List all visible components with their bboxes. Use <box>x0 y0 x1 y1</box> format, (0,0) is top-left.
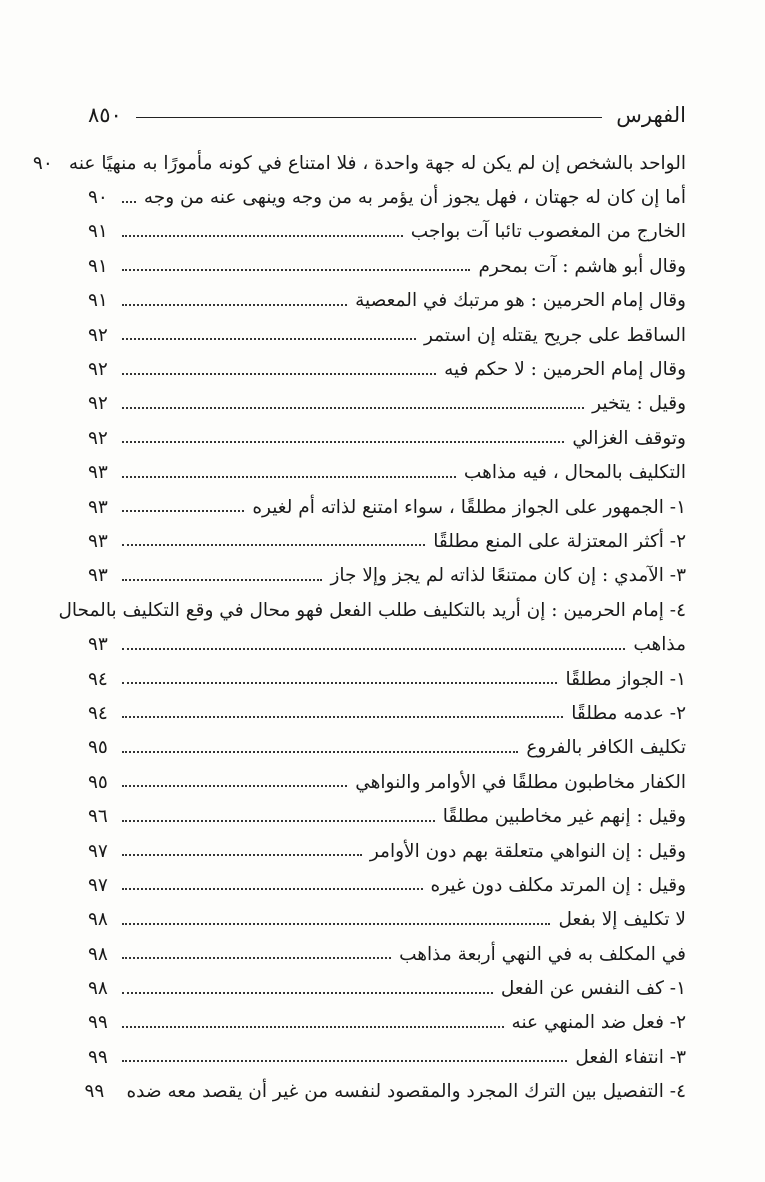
dot-leader <box>122 820 435 822</box>
entry-page-number: ٩٧ <box>88 840 108 862</box>
page-number: ٨٥٠ <box>88 103 122 127</box>
entry-page-number: ٩٢ <box>88 359 108 381</box>
entry-label: وقال إمام الحرمين : لا حكم فيه <box>444 359 686 381</box>
dot-leader <box>122 716 563 718</box>
entry-page-number: ٩١ <box>88 290 108 312</box>
entry-label: ٣- انتفاء الفعل <box>575 1046 686 1068</box>
entry-label: وقال أبو هاشم : آت بمحرم <box>478 255 686 277</box>
index-entry <box>88 903 686 937</box>
dot-leader <box>122 854 362 856</box>
dot-leader <box>122 992 493 994</box>
index-entry <box>88 249 686 283</box>
entry-label: ١- الجمهور على الجواز مطلقًا ، سواء امتنع لذاته أم لغيره <box>252 496 686 518</box>
index-entries <box>32 146 686 1109</box>
entry-page-number: ٩٢ <box>88 427 108 449</box>
dot-leader <box>122 1026 504 1028</box>
index-entry <box>88 731 686 765</box>
entry-label: الساقط على جريح يقتله إن استمر <box>423 324 686 346</box>
index-entry <box>88 352 686 386</box>
index-page <box>32 98 686 1109</box>
entry-label: مذاهب <box>633 634 686 656</box>
index-entry <box>88 490 686 524</box>
entry-page-number: ٩٨ <box>88 978 108 1000</box>
index-entry <box>88 180 686 214</box>
entry-label: وقال إمام الحرمين : هو مرتبك في المعصية <box>355 290 686 312</box>
entry-label: الواحد بالشخص إن لم يكن له جهة واحدة ، فلا امتناع في كونه مأمورًا به منهيًا عنه <box>68 152 686 174</box>
dot-leader <box>122 201 136 203</box>
dot-leader <box>122 235 403 237</box>
entry-label: لا تكليف إلا بفعل <box>558 909 686 931</box>
entry-page-number: ٩٧ <box>88 874 108 896</box>
index-entry <box>58 593 686 627</box>
entry-label: وقيل : إن النواهي متعلقة بهم دون الأوامر <box>369 840 686 862</box>
dot-leader <box>122 510 244 512</box>
index-entry <box>88 524 686 558</box>
entry-page-number: ٩١ <box>88 255 108 277</box>
index-entry <box>88 971 686 1005</box>
entry-label: ٢- عدمه مطلقًا <box>571 702 686 724</box>
entry-label: في المكلف به في النهي أربعة مذاهب <box>399 943 686 965</box>
dot-leader <box>122 1060 567 1062</box>
index-entry <box>88 834 686 868</box>
entry-page-number: ٩٣ <box>88 530 108 552</box>
dot-leader <box>122 441 564 443</box>
dot-leader <box>122 785 347 787</box>
entry-page-number: ٩٨ <box>88 943 108 965</box>
entry-page-number: ٩٩ <box>88 1046 108 1068</box>
entry-page-number: ٩٩ <box>84 1081 105 1103</box>
entry-page-number: ٩٦ <box>88 806 108 828</box>
entry-page-number: ٩١ <box>88 221 108 243</box>
entry-page-number: ٩٤ <box>88 668 108 690</box>
dot-leader <box>122 957 391 959</box>
index-entry <box>88 765 686 799</box>
index-entry <box>88 868 686 902</box>
entry-page-number: ٩٤ <box>88 702 108 724</box>
entry-page-number: ٩٢ <box>88 324 108 346</box>
entry-page-number: ٩٣ <box>88 496 108 518</box>
index-entry <box>88 421 686 455</box>
index-entry <box>88 1006 686 1040</box>
dot-leader <box>122 407 584 409</box>
index-entry <box>88 318 686 352</box>
index-entry <box>88 937 686 971</box>
entry-label: التكليف بالمحال ، فيه مذاهب <box>463 462 686 484</box>
dot-leader <box>122 888 423 890</box>
entry-page-number: ٩٨ <box>88 909 108 931</box>
entry-label: ٢- فعل ضد المنهي عنه <box>511 1012 686 1034</box>
entry-page-number: ٩٠ <box>88 187 108 209</box>
dot-leader <box>122 923 550 925</box>
entry-label: الخارج من المغصوب تائبا آت بواجب <box>410 221 686 243</box>
index-entry <box>88 215 686 249</box>
dot-leader <box>122 751 518 753</box>
entry-label: ١- كف النفس عن الفعل <box>500 978 686 1000</box>
page-title: الفهرس <box>616 103 686 127</box>
page-header <box>88 98 686 132</box>
dot-leader <box>122 304 347 306</box>
entry-label: ١- الجواز مطلقًا <box>565 668 686 690</box>
index-entry <box>88 387 686 421</box>
dot-leader <box>122 544 425 546</box>
dot-leader <box>122 476 456 478</box>
dot-leader <box>122 269 470 271</box>
entry-page-number: ٩٩ <box>88 1012 108 1034</box>
entry-page-number: ٩٣ <box>88 565 108 587</box>
header-rule <box>136 117 602 118</box>
entry-label: وقيل : إنهم غير مخاطبين مطلقًا <box>442 806 686 828</box>
index-entry <box>88 559 686 593</box>
entry-label: وقيل : إن المرتد مكلف دون غيره <box>430 874 686 896</box>
dot-leader <box>122 682 557 684</box>
entry-page-number: ٩٢ <box>88 393 108 415</box>
entry-label: ٢- أكثر المعتزلة على المنع مطلقًا <box>433 530 686 552</box>
index-entry <box>84 1075 686 1109</box>
entry-label: ٤- إمام الحرمين : إن أريد بالتكليف طلب الفعل فهو محال في وقع التكليف بالمحال <box>58 599 686 621</box>
entry-label: الكفار مخاطبون مطلقًا في الأوامر والنواهي <box>355 771 686 793</box>
entry-label: ٤- التفصيل بين الترك المجرد والمقصود لنفسه من غير أن يقصد معه ضده <box>126 1081 686 1103</box>
entry-label: وقيل : يتخير <box>592 393 686 415</box>
index-entry <box>88 696 686 730</box>
entry-page-number: ٩٥ <box>88 737 108 759</box>
entry-page-number: ٩٣ <box>88 634 108 656</box>
index-entry <box>88 456 686 490</box>
entry-page-number: ٩٣ <box>88 462 108 484</box>
entry-label: أما إن كان له جهتان ، فهل يجوز أن يؤمر به من وجه وينهى عنه من وجه <box>143 187 686 209</box>
index-entry <box>88 284 686 318</box>
dot-leader <box>122 648 625 650</box>
index-entry <box>88 627 686 661</box>
entry-label: تكليف الكافر بالفروع <box>526 737 686 759</box>
index-entry <box>88 662 686 696</box>
dot-leader <box>122 373 436 375</box>
entry-page-number: ٩٠ <box>32 152 53 174</box>
index-entry <box>88 1040 686 1074</box>
dot-leader <box>122 338 416 340</box>
index-entry <box>32 146 686 180</box>
entry-page-number: ٩٥ <box>88 771 108 793</box>
index-entry <box>88 799 686 833</box>
entry-label: وتوقف الغزالي <box>572 427 686 449</box>
dot-leader <box>122 579 322 581</box>
entry-label: ٣- الآمدي : إن كان ممتنعًا لذاته لم يجز وإلا جاز <box>330 565 686 587</box>
